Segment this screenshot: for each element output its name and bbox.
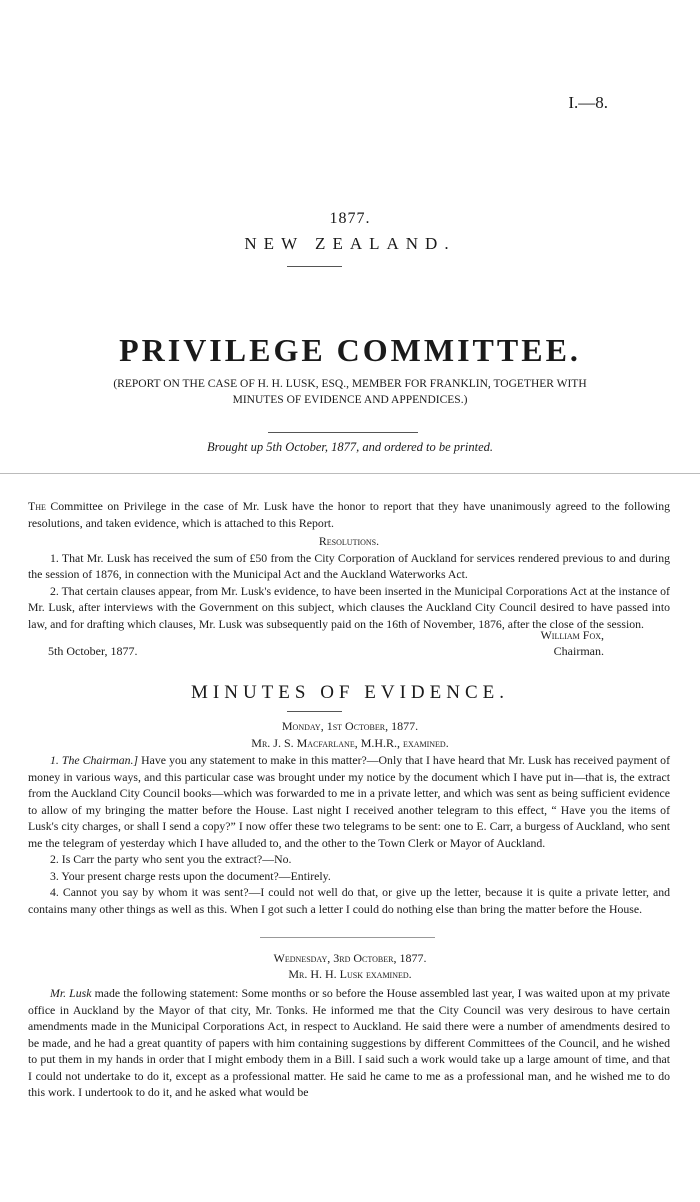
day1-evidence [28,752,670,917]
resolutions-heading: Resolutions. [318,534,380,548]
statement-text: made the following statement: Some months or so before the House assembled last year, I was waited upon at my private office in Auckland by the Mayor of that city, Mr. Tonks. He informed me that the City Council was very desirous to have certain amendments made in the Municipal Corporations Act, in respect to Auckland. He said there were a number of amendments desired to be made, and he had a great quantity of papers with him containing suggestions by different Committees of the Council, and he wished to put them in my hands in order that I might embody them in a Bill. I said such a work would take up a large amount of time, and that I could not undertake to do it, except as a professional matter. He said he came to me as a professional man, and he wished me to do this work. I undertook to do it, and he asked what would be [28,986,671,1099]
question-4: 4. Cannot you say by whom it was sent?—I could not well do that, or give up the letter, because it is quite a private letter, and contains many other things as well as this. When I got such a letter I could do nothing else than bring the matter before the House. [28,885,670,916]
day1-witness: Mr. J. S. Macfarlane, M.H.R., examined. [251,736,449,750]
signatory-role: Chairman. [553,644,604,658]
question-1 [28,752,670,851]
question-3: 3. Your present charge rests upon the document?—Entirely. [50,868,331,883]
day1-date: Monday, 1st October, 1877. [281,719,419,733]
statement-lead: Mr. Lusk [50,986,92,1000]
day2-witness: Mr. H. H. Lusk examined. [288,967,412,981]
resolution-2: 2. That certain clauses appear, from Mr. Lusk's evidence, to have been inserted in the Municipal Corporations Act at the instance of Mr. Lusk, after interviews with the Government on this subject, which clauses the Auckland City Council desired to have passed into law, and for drafting which clauses, Mr. Lusk was subsequently paid on the 16th of November, 1876, after the close of the session. [28,583,670,631]
divider-minutes [287,711,342,712]
subtitle-line-2: MINUTES OF EVIDENCE AND APPENDICES.) [232,394,468,406]
intro-lead: The [28,499,46,513]
document-reference: I.—8. [568,93,608,112]
lusk-statement [28,985,670,1101]
resolution-1: 1. That Mr. Lusk has received the sum of £50 from the City Corporation of Auckland for services rendered previous to and during the session of 1876, in connection with the Municipal Act and the Auckland Waterworks Act. [28,550,670,581]
question-1-text: Have you any statement to make in this matter?—Only that I have heard that Mr. Lusk has received payment of money in various ways, and this particular case was brought under my notice by the document which I have put in—that is, the extract from the Auckland City Council books—which was forwarded to me in a private letter, and which was sent as being sufficient evidence to allow of my bringing the matter before the House. Last night I received another telegram to this effect, “ Have you the items of Lusk's city charges, or shall I send a copy?” I now offer these two telegrams to be sent: one to E. Carr, a burgess of Auckland, who sent me the telegram of yesterday which I have alluded to, and the other to the Town Clerk or Mayor of Auckland. [28,753,670,850]
day2-evidence [28,985,670,1101]
question-1-lead: 1. The Chairman.] [50,753,139,767]
divider-short [287,266,342,267]
divider-wide [0,473,700,474]
country-heading: NEW ZEALAND. [244,234,456,253]
divider-day2 [260,937,435,938]
report-subtitle [30,376,670,408]
minutes-heading: MINUTES OF EVIDENCE. [191,682,509,703]
report-date: 5th October, 1877. [48,644,138,658]
report-body [28,498,670,632]
question-2: 2. Is Carr the party who sent you the extract?—No. [50,852,292,866]
report-year: 1877. [329,210,371,227]
committee-title: PRIVILEGE COMMITTEE. [119,332,581,368]
divider-brought-up [268,432,418,433]
day2-date: Wednesday, 3rd October, 1877. [273,951,427,965]
subtitle-line-1: (REPORT ON THE CASE OF H. H. LUSK, ESQ., MEMBER FOR FRANKLIN, TOGETHER WITH [113,378,587,390]
brought-up-note: Brought up 5th October, 1877, and ordered to be printed. [206,440,494,454]
report-intro [28,498,670,531]
signatory-name: William Fox, [540,628,604,642]
intro-text: Committee on Privilege in the case of Mr. Lusk have the honor to report that they have unanimously agreed to the following resolutions, and taken evidence, which is attached to this Report. [28,499,670,530]
